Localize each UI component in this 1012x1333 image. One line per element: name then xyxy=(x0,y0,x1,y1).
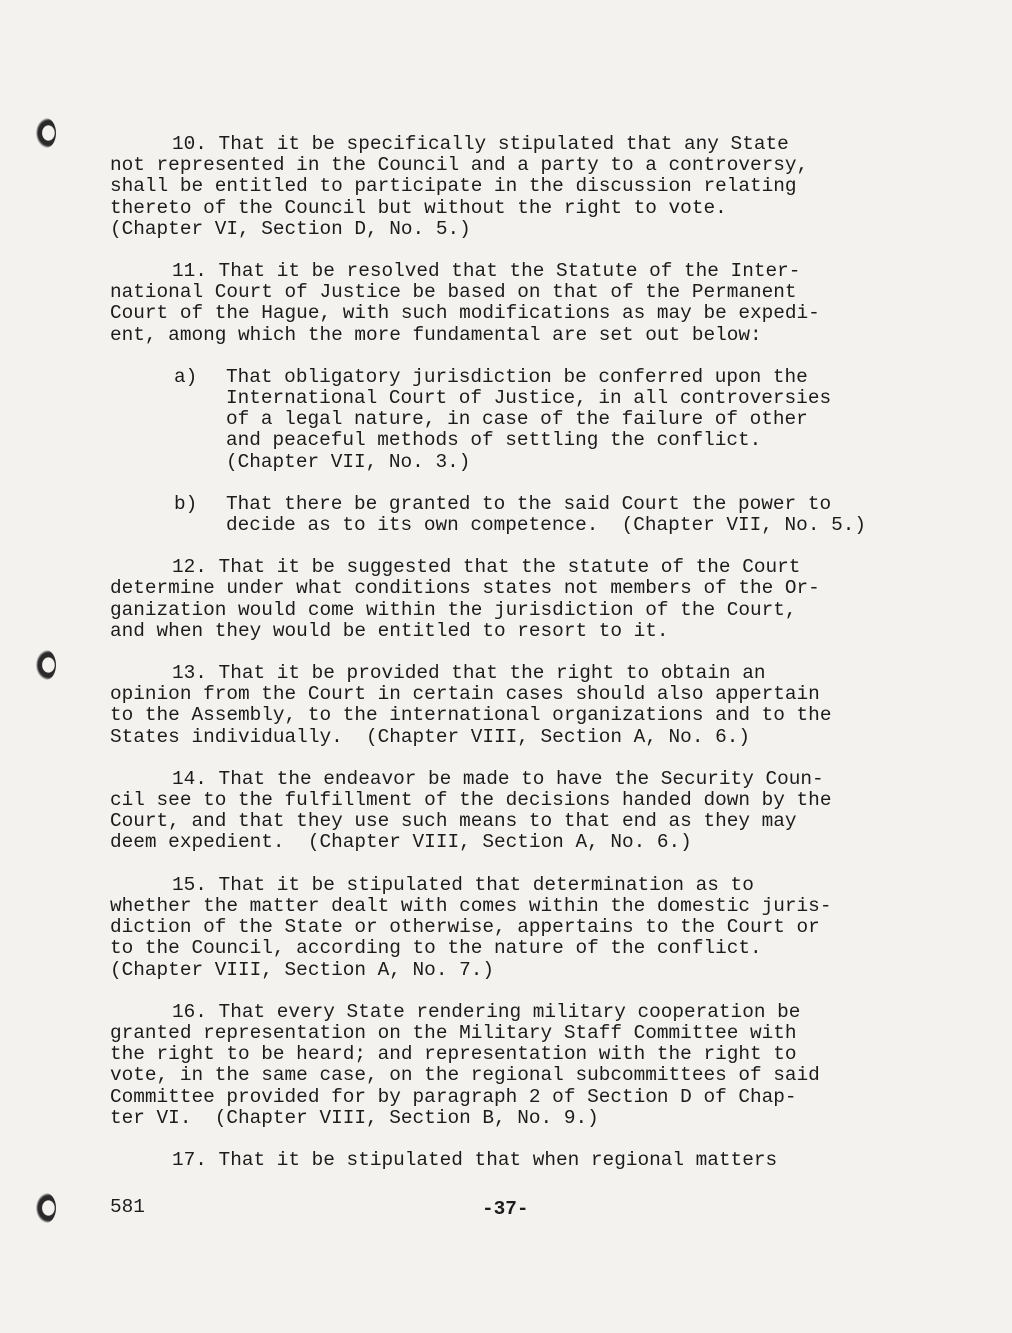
paragraph-10 xyxy=(110,134,910,240)
paragraph-number: 17. xyxy=(172,1148,207,1171)
paragraph-12 xyxy=(110,557,910,642)
paragraph-16 xyxy=(110,1002,910,1129)
paragraph-number: 14. xyxy=(172,767,207,790)
paragraph-text: That it be suggested that the statute of the Court determine under what conditions states not members of the Or- ganization would come within the jurisdiction of the Court, and when they would be entitled to resort to it. xyxy=(110,556,820,642)
subitem-label: a) xyxy=(174,365,198,388)
paragraph-text: That the endeavor be made to have the Security Coun- cil see to the fulfillment of the decisions handed down by the Court, and that they use such means to that end as they may deem expedient. (Chapter VIII, Section A, No. 6.) xyxy=(110,767,832,854)
document-body xyxy=(110,134,910,1192)
paragraph-number: 16. xyxy=(172,1000,207,1023)
punch-hole-bottom xyxy=(36,1193,56,1223)
subitem-label: b) xyxy=(174,492,198,515)
subitem-text: That there be granted to the said Court the power to decide as to its own competence. (Chapter VII, No. 5.) xyxy=(226,492,866,537)
paragraph-17 xyxy=(110,1150,910,1171)
paragraph-number: 15. xyxy=(172,873,207,896)
paragraph-11 xyxy=(110,261,910,346)
page-number: -37- xyxy=(482,1198,529,1220)
paragraph-text: That it be provided that the right to obtain an opinion from the Court in certain cases should also appertain to the Assembly, to the international organizations and to the States individually. (Chapter VIII, Section A, No. 6.) xyxy=(110,662,832,748)
paragraph-13 xyxy=(110,663,910,748)
paragraph-14 xyxy=(110,769,910,854)
punch-hole-top xyxy=(36,118,56,148)
paragraph-number: 11. xyxy=(172,260,207,283)
paragraph-number: 12. xyxy=(172,556,207,579)
subitem-a xyxy=(110,367,910,473)
punch-hole-middle xyxy=(36,650,56,680)
subitem-b xyxy=(110,494,910,536)
paragraph-text: That every State rendering military cooperation be granted representation on the Military Staff Committee with the right to be heard; and representation with the right to vote, in the same case, on the regional subcommittees of said Committee provided for by paragraph 2 of Section D of Chap- ter VI. (Chapter VIII, Section B, No. 9.) xyxy=(110,1000,820,1129)
paragraph-15 xyxy=(110,875,910,981)
subitem-text: That obligatory jurisdiction be conferred upon the International Court of Justice, in all controversies of a legal nature, in case of the failure of other and peaceful methods of settling the conflict. (Chapter VII, No. 3.) xyxy=(226,365,832,473)
paragraph-number: 13. xyxy=(172,662,207,685)
paragraph-text: That it be stipulated that when regional matters xyxy=(206,1148,778,1171)
document-number: 581 xyxy=(110,1196,145,1218)
paragraph-text: That it be specifically stipulated that any State not represented in the Council and a party to a controversy, shall be entitled to participate in the discussion relating thereto of the Council but without the right to vote. (Chapter VI, Section D, No. 5.) xyxy=(110,133,809,240)
paragraph-text: That it be resolved that the Statute of the Inter- national Court of Justice be based on that of the Permanent Court of the Hague, with such modifications as may be expedi- ent, among which the more fundamental are set out below: xyxy=(110,260,820,346)
paragraph-text: That it be stipulated that determination as to whether the matter dealt with comes within the domestic juris- diction of the State or otherwise, appertains to the Court or to the Council, according to the nature of the conflict. (Chapter VIII, Section A, No. 7.) xyxy=(110,873,832,981)
paragraph-number: 10. xyxy=(172,133,207,155)
